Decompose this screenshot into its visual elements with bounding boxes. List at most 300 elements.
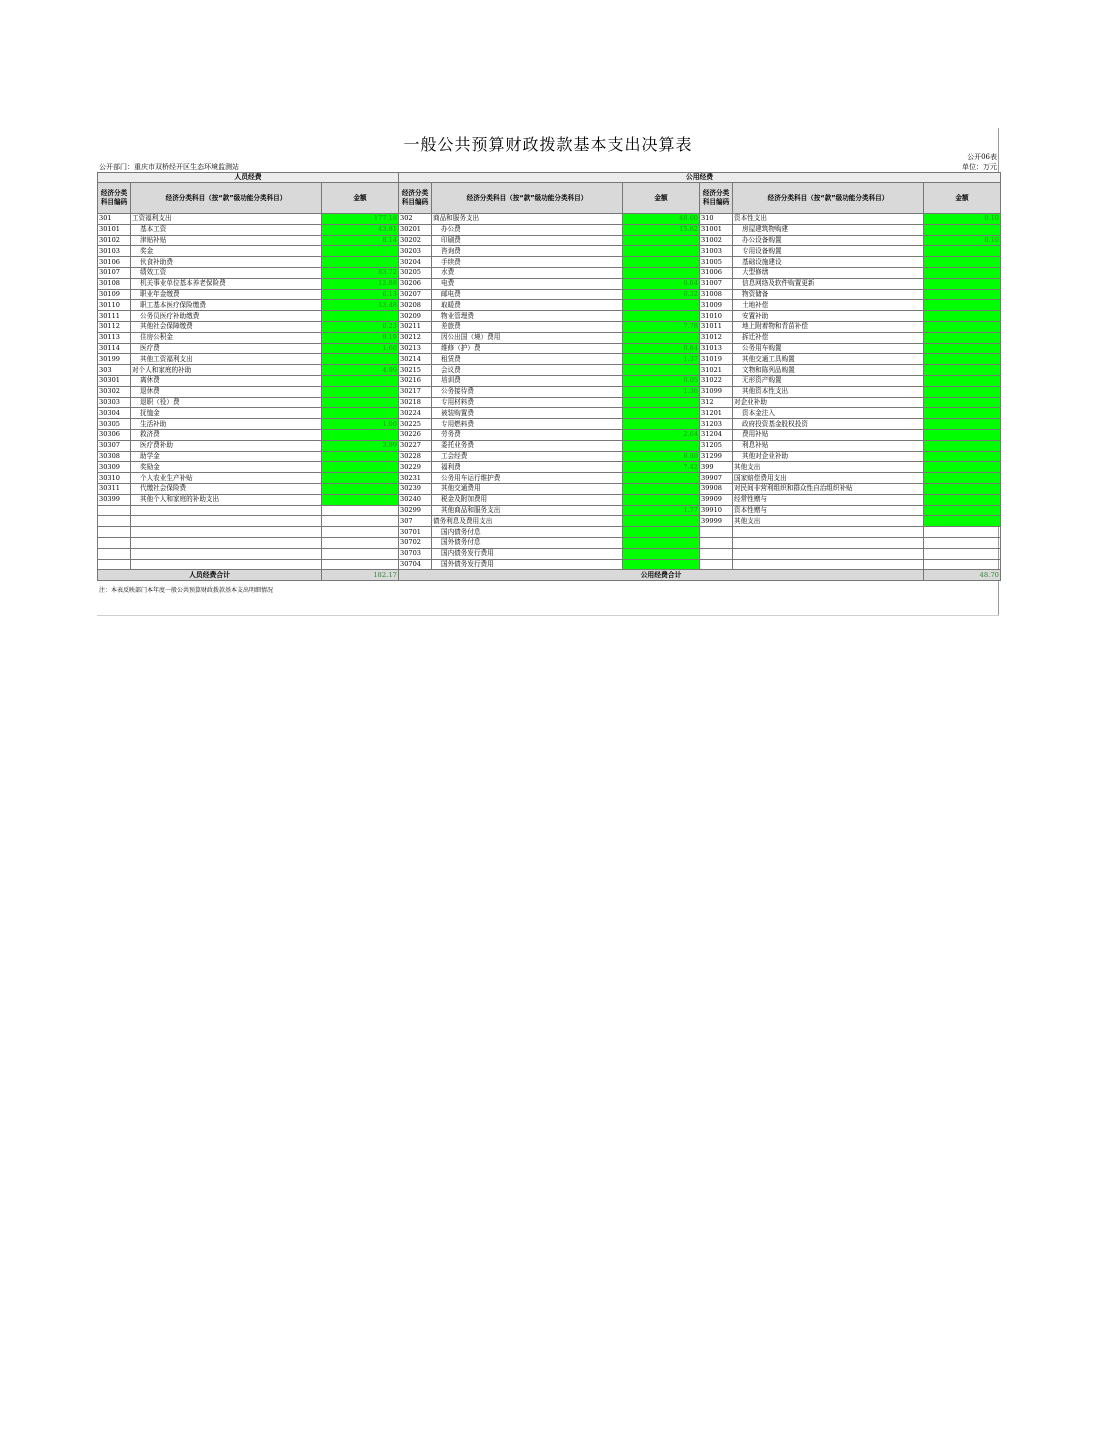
item-name-cell: 专用燃料费: [432, 419, 623, 430]
item-name-cell: 土地补偿: [733, 300, 924, 311]
code-cell: 30704: [399, 559, 432, 570]
code-cell: 31013: [700, 343, 733, 354]
item-name-cell: 国外债务付息: [432, 537, 623, 548]
code-cell: 30227: [399, 440, 432, 451]
item-name-cell: 机关事业单位基本养老保险费: [131, 278, 322, 289]
code-cell: 30209: [399, 311, 432, 322]
item-name-cell: 其他资本性支出: [733, 386, 924, 397]
amount-cell: [322, 386, 399, 397]
section-header-row: [98, 173, 1001, 183]
amount-cell: [623, 257, 700, 268]
item-name-cell: 工资福利支出: [131, 214, 322, 225]
code-cell: 302: [399, 214, 432, 225]
table-row: [98, 516, 1001, 527]
code-cell: 30301: [98, 375, 131, 386]
item-name-cell: [131, 505, 322, 516]
code-cell: 30199: [98, 354, 131, 365]
code-cell: 30107: [98, 267, 131, 278]
amount-cell: [924, 451, 1001, 462]
code-cell: 30113: [98, 332, 131, 343]
col-header-name: 经济分类科目（按“款”级功能分类科目）: [733, 183, 924, 214]
code-cell: 31005: [700, 257, 733, 268]
item-name-cell: 专用材料费: [432, 397, 623, 408]
totals-row: [98, 570, 1001, 581]
item-name-cell: 退休费: [131, 386, 322, 397]
amount-cell: 3.99: [322, 440, 399, 451]
amount-cell: 1.00: [322, 419, 399, 430]
table-row: [98, 527, 1001, 538]
item-name-cell: 工会经费: [432, 451, 623, 462]
item-name-cell: 其他个人和家庭的补助支出: [131, 494, 322, 505]
item-name-cell: 其他对企业补助: [733, 451, 924, 462]
table-row: [98, 408, 1001, 419]
item-name-cell: 信息网络及软件购置更新: [733, 278, 924, 289]
code-cell: 31010: [700, 311, 733, 322]
amount-cell: [322, 311, 399, 322]
section-personnel: 人员经费: [98, 173, 399, 183]
item-name-cell: 会议费: [432, 365, 623, 376]
amount-cell: 0.10: [924, 235, 1001, 246]
item-name-cell: 伙食补助费: [131, 257, 322, 268]
amount-cell: 12.88: [322, 278, 399, 289]
item-name-cell: 其他交通费用: [432, 483, 623, 494]
code-cell: 30226: [399, 429, 432, 440]
personnel-total-label: 人员经费合计: [98, 570, 322, 581]
code-cell: 399: [700, 462, 733, 473]
code-cell: [700, 548, 733, 559]
item-name-cell: 地上附着物和青苗补偿: [733, 321, 924, 332]
code-cell: 30217: [399, 386, 432, 397]
code-cell: 30299: [399, 505, 432, 516]
item-name-cell: 奖金: [131, 246, 322, 257]
item-name-cell: 拆迁补偿: [733, 332, 924, 343]
amount-cell: 48.60: [623, 214, 700, 225]
code-cell: 31003: [700, 246, 733, 257]
table-row: [98, 235, 1001, 246]
col-header-code: 经济分类科目编码: [399, 183, 432, 214]
code-cell: 30211: [399, 321, 432, 332]
section-public: 公用经费: [399, 173, 1001, 183]
code-cell: 31009: [700, 300, 733, 311]
code-cell: [98, 516, 131, 527]
table-row: [98, 246, 1001, 257]
item-name-cell: 职工基本医疗保险缴费: [131, 300, 322, 311]
code-cell: 30106: [98, 257, 131, 268]
code-cell: 31006: [700, 267, 733, 278]
item-name-cell: 医疗费: [131, 343, 322, 354]
page-title: 一般公共预算财政拨款基本支出决算表: [403, 135, 693, 154]
code-cell: 31011: [700, 321, 733, 332]
code-cell: 312: [700, 397, 733, 408]
table-row: [98, 386, 1001, 397]
code-cell: 30302: [98, 386, 131, 397]
amount-cell: [924, 267, 1001, 278]
code-cell: 30703: [399, 548, 432, 559]
code-cell: 30240: [399, 494, 432, 505]
report-sheet: [97, 128, 999, 616]
code-cell: 31299: [700, 451, 733, 462]
amount-cell: 7.78: [623, 321, 700, 332]
amount-cell: [924, 224, 1001, 235]
col-header-amount: 金额: [623, 183, 700, 214]
public-total-amount: 48.70: [924, 570, 1001, 581]
amount-cell: [322, 462, 399, 473]
code-cell: 30306: [98, 429, 131, 440]
table-row: [98, 473, 1001, 484]
amount-cell: [322, 451, 399, 462]
amount-cell: 7.42: [623, 462, 700, 473]
code-cell: 31008: [700, 289, 733, 300]
amount-cell: [623, 516, 700, 527]
amount-cell: [924, 397, 1001, 408]
item-name-cell: 维修（护）费: [432, 343, 623, 354]
item-name-cell: 离休费: [131, 375, 322, 386]
amount-cell: [623, 365, 700, 376]
item-name-cell: 国内债务发行费用: [432, 548, 623, 559]
code-cell: 39907: [700, 473, 733, 484]
item-name-cell: 其他工资福利支出: [131, 354, 322, 365]
code-cell: 31012: [700, 332, 733, 343]
amount-cell: [623, 397, 700, 408]
code-cell: 30112: [98, 321, 131, 332]
amount-cell: [924, 354, 1001, 365]
amount-cell: 0.84: [623, 343, 700, 354]
amount-cell: 0.32: [623, 289, 700, 300]
amount-cell: [322, 257, 399, 268]
code-cell: 30229: [399, 462, 432, 473]
code-cell: 30228: [399, 451, 432, 462]
amount-cell: 0.10: [924, 214, 1001, 225]
expenditure-table: [97, 172, 1001, 581]
item-name-cell: 奖励金: [131, 462, 322, 473]
amount-cell: [322, 375, 399, 386]
code-cell: [700, 537, 733, 548]
amount-cell: [322, 548, 399, 559]
col-header-name: 经济分类科目（按“款”级功能分类科目）: [131, 183, 322, 214]
code-cell: 30101: [98, 224, 131, 235]
amount-cell: [322, 429, 399, 440]
amount-cell: 8.80: [623, 451, 700, 462]
item-name-cell: 津贴补贴: [131, 235, 322, 246]
amount-cell: 83.72: [322, 267, 399, 278]
code-cell: 30399: [98, 494, 131, 505]
amount-cell: 43.81: [322, 224, 399, 235]
item-name-cell: 因公出国（境）费用: [432, 332, 623, 343]
column-header-row: [98, 183, 1001, 214]
amount-cell: [924, 440, 1001, 451]
table-row: [98, 267, 1001, 278]
table-row: [98, 343, 1001, 354]
table-row: [98, 332, 1001, 343]
amount-cell: [924, 408, 1001, 419]
item-name-cell: 其他交通工具购置: [733, 354, 924, 365]
table-row: [98, 548, 1001, 559]
form-number: 公开06表: [967, 153, 997, 161]
amount-cell: 1.77: [623, 505, 700, 516]
amount-cell: [924, 527, 1001, 538]
amount-cell: [924, 246, 1001, 257]
amount-cell: [623, 483, 700, 494]
item-name-cell: 生活补助: [131, 419, 322, 430]
item-name-cell: 国家赔偿费用支出: [733, 473, 924, 484]
code-cell: 30309: [98, 462, 131, 473]
item-name-cell: 物业管理费: [432, 311, 623, 322]
amount-cell: [623, 440, 700, 451]
item-name-cell: 公务接待费: [432, 386, 623, 397]
amount-cell: [623, 311, 700, 322]
amount-cell: 6.13: [322, 289, 399, 300]
table-row: [98, 559, 1001, 570]
item-name-cell: [131, 559, 322, 570]
item-name-cell: 培训费: [432, 375, 623, 386]
amount-cell: [924, 386, 1001, 397]
item-name-cell: 国外债务发行费用: [432, 559, 623, 570]
table-row: [98, 375, 1001, 386]
table-row: [98, 311, 1001, 322]
item-name-cell: 资本性支出: [733, 214, 924, 225]
code-cell: [700, 527, 733, 538]
amount-cell: [623, 548, 700, 559]
item-name-cell: [131, 516, 322, 527]
code-cell: 30311: [98, 483, 131, 494]
item-name-cell: 医疗费补助: [131, 440, 322, 451]
item-name-cell: 国内债务付息: [432, 527, 623, 538]
item-name-cell: 对民间非营利组织和群众性自治组织补贴: [733, 483, 924, 494]
item-name-cell: [733, 537, 924, 548]
code-cell: 30701: [399, 527, 432, 538]
amount-cell: [623, 494, 700, 505]
code-cell: 30205: [399, 267, 432, 278]
amount-cell: [322, 483, 399, 494]
table-row: [98, 289, 1001, 300]
code-cell: 30204: [399, 257, 432, 268]
item-name-cell: 基础设施建设: [733, 257, 924, 268]
item-name-cell: 公务员医疗补助缴费: [131, 311, 322, 322]
item-name-cell: 基本工资: [131, 224, 322, 235]
code-cell: [98, 559, 131, 570]
item-name-cell: 水费: [432, 267, 623, 278]
amount-cell: 0.05: [623, 375, 700, 386]
code-cell: 31021: [700, 365, 733, 376]
table-body: [98, 214, 1001, 570]
item-name-cell: 利息补贴: [733, 440, 924, 451]
col-header-code: 经济分类科目编码: [700, 183, 733, 214]
table-row: [98, 483, 1001, 494]
code-cell: 30215: [399, 365, 432, 376]
code-cell: 30206: [399, 278, 432, 289]
amount-cell: [924, 257, 1001, 268]
code-cell: 31203: [700, 419, 733, 430]
code-cell: [98, 548, 131, 559]
amount-cell: [924, 494, 1001, 505]
amount-cell: 8.14: [322, 235, 399, 246]
amount-cell: 1.37: [623, 354, 700, 365]
code-cell: 30702: [399, 537, 432, 548]
item-name-cell: 退职（役）费: [131, 397, 322, 408]
amount-cell: [924, 321, 1001, 332]
amount-cell: [924, 429, 1001, 440]
table-row: [98, 451, 1001, 462]
col-header-name: 经济分类科目（按“款”级功能分类科目）: [432, 183, 623, 214]
code-cell: 30213: [399, 343, 432, 354]
amount-cell: [623, 235, 700, 246]
code-cell: 30308: [98, 451, 131, 462]
department-label: 公开部门：重庆市双桥经开区生态环境监测站: [99, 163, 239, 171]
item-name-cell: 专用设备购置: [733, 246, 924, 257]
amount-cell: [924, 419, 1001, 430]
amount-cell: 1.36: [623, 386, 700, 397]
amount-cell: [924, 462, 1001, 473]
code-cell: 30216: [399, 375, 432, 386]
item-name-cell: 办公设备购置: [733, 235, 924, 246]
item-name-cell: [131, 537, 322, 548]
code-cell: 30224: [399, 408, 432, 419]
amount-cell: 13.48: [322, 300, 399, 311]
item-name-cell: 政府投资基金股权投资: [733, 419, 924, 430]
code-cell: 30214: [399, 354, 432, 365]
table-row: [98, 429, 1001, 440]
code-cell: 39909: [700, 494, 733, 505]
code-cell: 31099: [700, 386, 733, 397]
amount-cell: [924, 516, 1001, 527]
code-cell: 31022: [700, 375, 733, 386]
code-cell: 30218: [399, 397, 432, 408]
table-row: [98, 419, 1001, 430]
amount-cell: [623, 473, 700, 484]
table-row: [98, 505, 1001, 516]
col-header-amount: 金额: [322, 183, 399, 214]
code-cell: 30114: [98, 343, 131, 354]
code-cell: 30303: [98, 397, 131, 408]
table-row: [98, 321, 1001, 332]
amount-cell: [924, 483, 1001, 494]
code-cell: 30304: [98, 408, 131, 419]
table-row: [98, 462, 1001, 473]
table-row: [98, 300, 1001, 311]
code-cell: 310: [700, 214, 733, 225]
amount-cell: [924, 537, 1001, 548]
item-name-cell: 代缴社会保险费: [131, 483, 322, 494]
item-name-cell: 办公费: [432, 224, 623, 235]
amount-cell: 2.64: [623, 429, 700, 440]
code-cell: 31002: [700, 235, 733, 246]
code-cell: 303: [98, 365, 131, 376]
table-row: [98, 354, 1001, 365]
item-name-cell: 绩效工资: [131, 267, 322, 278]
amount-cell: [623, 246, 700, 257]
item-name-cell: 费用补贴: [733, 429, 924, 440]
item-name-cell: 商品和服务支出: [432, 214, 623, 225]
amount-cell: [924, 343, 1001, 354]
amount-cell: [924, 473, 1001, 484]
code-cell: 30307: [98, 440, 131, 451]
item-name-cell: [131, 548, 322, 559]
table-row: [98, 257, 1001, 268]
item-name-cell: 经常性赠与: [733, 494, 924, 505]
amount-cell: [623, 408, 700, 419]
amount-cell: [924, 289, 1001, 300]
item-name-cell: [733, 527, 924, 538]
item-name-cell: 租赁费: [432, 354, 623, 365]
code-cell: [98, 505, 131, 516]
code-cell: 31007: [700, 278, 733, 289]
item-name-cell: 福利费: [432, 462, 623, 473]
amount-cell: [623, 332, 700, 343]
code-cell: 30225: [399, 419, 432, 430]
personnel-total-amount: 182.17: [322, 570, 399, 581]
item-name-cell: 劳务费: [432, 429, 623, 440]
amount-cell: [623, 559, 700, 570]
amount-cell: [322, 559, 399, 570]
amount-cell: [623, 419, 700, 430]
table-row: [98, 365, 1001, 376]
item-name-cell: 取暖费: [432, 300, 623, 311]
item-name-cell: [131, 527, 322, 538]
amount-cell: 177.18: [322, 214, 399, 225]
code-cell: [98, 537, 131, 548]
code-cell: 30202: [399, 235, 432, 246]
item-name-cell: 咨询费: [432, 246, 623, 257]
item-name-cell: 其他社会保障缴费: [131, 321, 322, 332]
amount-cell: [623, 527, 700, 538]
code-cell: 30103: [98, 246, 131, 257]
public-total-label: 公用经费合计: [399, 570, 924, 581]
amount-cell: 1.60: [322, 343, 399, 354]
amount-cell: 0.64: [623, 278, 700, 289]
code-cell: 30110: [98, 300, 131, 311]
item-name-cell: 资本性赠与: [733, 505, 924, 516]
amount-cell: [924, 278, 1001, 289]
amount-cell: [924, 548, 1001, 559]
amount-cell: 15.62: [623, 224, 700, 235]
code-cell: 39910: [700, 505, 733, 516]
table-row: [98, 440, 1001, 451]
item-name-cell: 税金及附加费用: [432, 494, 623, 505]
code-cell: 39999: [700, 516, 733, 527]
item-name-cell: 债务利息及费用支出: [432, 516, 623, 527]
code-cell: 31201: [700, 408, 733, 419]
code-cell: 31019: [700, 354, 733, 365]
item-name-cell: 手续费: [432, 257, 623, 268]
amount-cell: 4.99: [322, 365, 399, 376]
amount-cell: [924, 559, 1001, 570]
amount-cell: [322, 516, 399, 527]
item-name-cell: 印刷费: [432, 235, 623, 246]
item-name-cell: 住房公积金: [131, 332, 322, 343]
amount-cell: 9.19: [322, 332, 399, 343]
code-cell: 301: [98, 214, 131, 225]
item-name-cell: 个人农业生产补贴: [131, 473, 322, 484]
table-row: [98, 224, 1001, 235]
item-name-cell: 大型修缮: [733, 267, 924, 278]
item-name-cell: 安置补助: [733, 311, 924, 322]
code-cell: 307: [399, 516, 432, 527]
amount-cell: [623, 537, 700, 548]
item-name-cell: 资本金注入: [733, 408, 924, 419]
table-row: [98, 494, 1001, 505]
amount-cell: [322, 505, 399, 516]
code-cell: 30102: [98, 235, 131, 246]
amount-cell: [322, 527, 399, 538]
code-cell: 30203: [399, 246, 432, 257]
code-cell: 30207: [399, 289, 432, 300]
col-header-amount: 金额: [924, 183, 1001, 214]
amount-cell: [322, 408, 399, 419]
code-cell: 31205: [700, 440, 733, 451]
code-cell: [700, 559, 733, 570]
table-row: [98, 537, 1001, 548]
code-cell: [98, 527, 131, 538]
